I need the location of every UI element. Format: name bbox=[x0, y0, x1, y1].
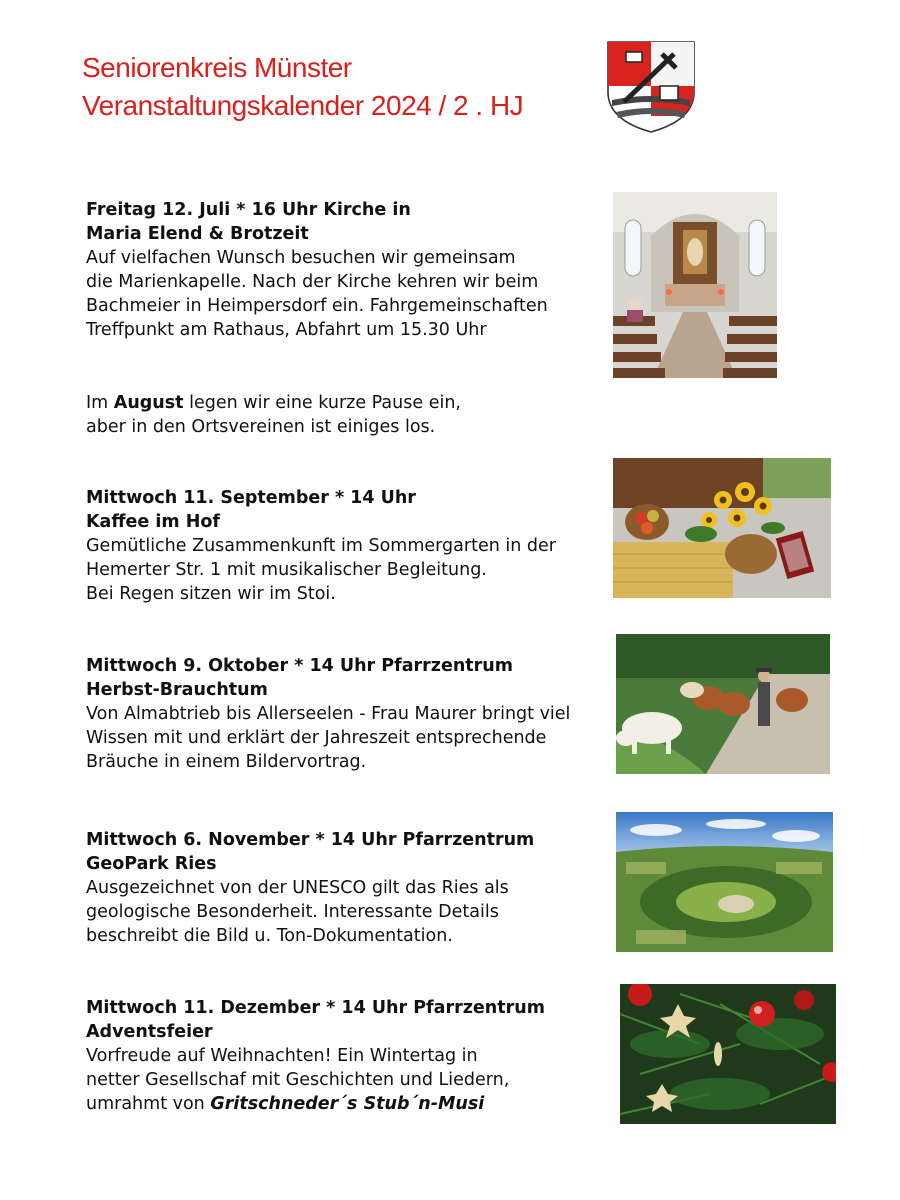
church-interior-photo bbox=[613, 192, 777, 378]
event-july bbox=[86, 198, 596, 342]
event-september bbox=[86, 486, 596, 606]
august-note bbox=[86, 391, 586, 439]
event-date-heading: Freitag 12. Juli * 16 Uhr Kirche in bbox=[86, 200, 411, 220]
coat-of-arms-icon bbox=[606, 40, 696, 134]
event-title: Maria Elend & Brotzeit bbox=[86, 224, 309, 244]
event-date-heading: Mittwoch 6. November * 14 Uhr Pfarrzentrum bbox=[86, 830, 535, 850]
geopark-ries-aerial-photo bbox=[616, 812, 833, 952]
event-title: Herbst-Brauchtum bbox=[86, 680, 268, 700]
band-name: Gritschneder´s Stub´n-Musi bbox=[210, 1094, 485, 1114]
august-note-suffix: legen wir eine kurze Pause ein, bbox=[183, 393, 461, 413]
event-date-heading: Mittwoch 11. Dezember * 14 Uhr Pfarrzentrum bbox=[86, 998, 545, 1018]
event-title: Adventsfeier bbox=[86, 1022, 213, 1042]
event-description: Gemütliche Zusammenkunft im Sommergarten in der Hemerter Str. 1 mit musikalischer Begleitung. Bei Regen sitzen wir im Stoi. bbox=[86, 536, 556, 604]
event-title: Kaffee im Hof bbox=[86, 512, 220, 532]
christmas-tree-ornaments-photo bbox=[620, 984, 836, 1124]
august-note-month: August bbox=[113, 393, 184, 413]
event-title: GeoPark Ries bbox=[86, 854, 217, 874]
event-date-heading: Mittwoch 11. September * 14 Uhr bbox=[86, 488, 416, 508]
august-note-prefix: Im bbox=[86, 393, 114, 413]
event-description: Ausgezeichnet von der UNESCO gilt das Ries als geologische Besonderheit. Interessante Details beschreibt die Bild u. Ton-Dokumentation. bbox=[86, 878, 509, 946]
event-description: Vorfreude auf Weihnachten! Ein Wintertag in netter Gesellschaf mit Geschichten und Liedern, bbox=[86, 1046, 510, 1090]
event-description-end: umrahmt von bbox=[86, 1094, 211, 1114]
header-title-line2: Veranstaltungskalender 2024 / 2 . HJ bbox=[82, 90, 524, 121]
header-title-line1: Seniorenkreis Münster bbox=[82, 52, 352, 83]
cattle-drive-photo bbox=[616, 634, 830, 774]
event-december bbox=[86, 996, 596, 1116]
event-date-heading: Mittwoch 9. Oktober * 14 Uhr Pfarrzentrum bbox=[86, 656, 513, 676]
sunflowers-harvest-photo bbox=[613, 458, 831, 598]
event-november bbox=[86, 828, 596, 948]
event-description: Auf vielfachen Wunsch besuchen wir gemeinsam die Marienkapelle. Nach der Kirche kehren wir beim Bachmeier in Heimpersdorf ein. Fahrgemeinschaften Treffpunkt am Rathaus, Abfahrt um 15.30 Uhr bbox=[86, 248, 548, 340]
august-note-line2: aber in den Ortsvereinen ist einiges los. bbox=[86, 417, 436, 437]
event-description: Von Almabtrieb bis Allerseelen - Frau Maurer bringt viel Wissen mit und erklärt der Jahreszeit entsprechende Bräuche in einem Bildervortrag. bbox=[86, 704, 571, 772]
event-october bbox=[86, 654, 596, 774]
